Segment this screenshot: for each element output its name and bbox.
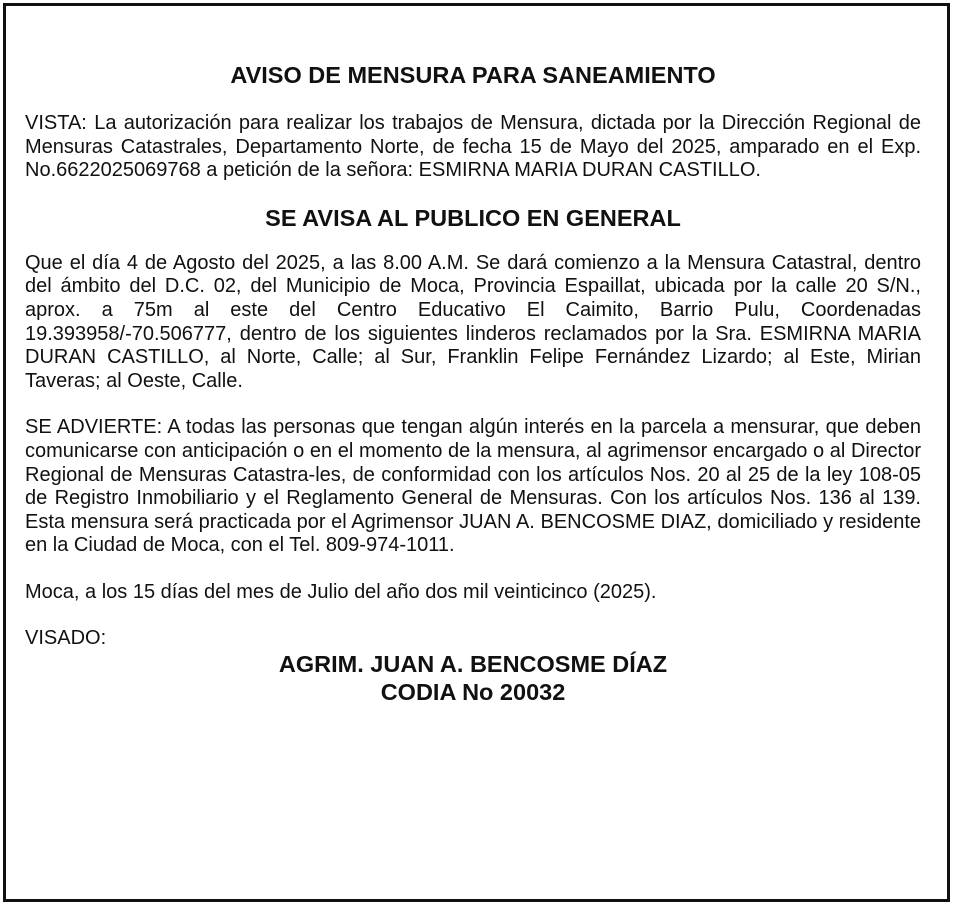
signer-name: AGRIM. JUAN A. BENCOSME DÍAZ [278,651,668,678]
signer-codia: CODIA No 20032 [380,679,566,706]
body-paragraph: Que el día 4 de Agosto del 2025, a las 8.00 A.M. Se dará comienzo a la Mensura Catastral, dentro del ámbito del D.C. 02, del Municipio de Moca, Provincia Espaillat, ubicada por la calle 20 S/N., aprox. a 75m al este del Centro Educativo El Caimito, Barrio Pulu, Coordenadas 19.393958/-70.506777, dentro de los siguientes linderos reclamados por la Sra. ESMIRNA MARIA DURAN CASTILLO, al Norte, Calle; al Sur, Franklin Felipe Fernández Lizardo; al Este, Mirian Taveras; al Oeste, Calle. [25,251,921,392]
notice-title: AVISO DE MENSURA PARA SANEAMIENTO [230,62,716,88]
vista-paragraph: VISTA: La autorización para realizar los trabajos de Mensura, dictada por la Dirección Regional de Mensuras Catastrales, Departamento Norte, de fecha 15 de Mayo del 2025, amparado en el Exp. No.6622025069768 a petición de la señora: ESMIRNA MARIA DURAN CASTILLO. [25,112,921,182]
notice-subtitle: SE AVISA AL PUBLICO EN GENERAL [265,204,681,231]
warning-paragraph: SE ADVIERTE: A todas las personas que tengan algún interés en la parcela a mensurar, que deben comunicarse con anticipación o en el momento de la mensura, al agrimensor encargado o al Director Regional de Mensuras Catastra-les, de conformidad con los artículos Nos. 20 al 25 de la ley 108-05 de Registro Inmobiliario y el Reglamento General de Mensuras. Con los artículos Nos. 136 al 139. Esta mensura será practicada por el Agrimensor JUAN A. BENCOSME DIAZ, domiciliado y residente en la Ciudad de Moca, con el Tel. 809-974-1011. [25,416,921,557]
visado-label: VISADO: [25,626,107,649]
place-date: Moca, a los 15 días del mes de Julio del año dos mil veinticinco (2025). [25,580,657,603]
notice-content [25,60,921,706]
